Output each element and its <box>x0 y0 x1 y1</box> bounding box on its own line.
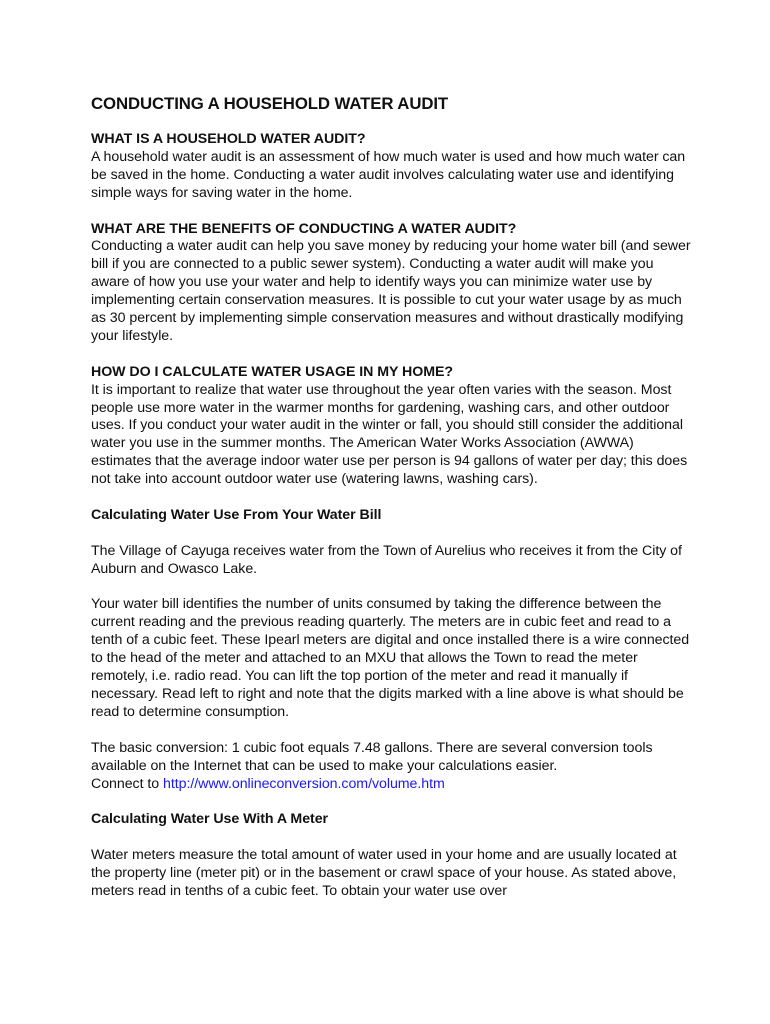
connect-line <box>91 776 691 794</box>
section-what-is-audit <box>91 131 691 203</box>
conversion-paragraph: The basic conversion: 1 cubic foot equals 7.48 gallons. There are several conversion tools available on the Internet that can be used to make your calculations easier. <box>91 739 653 774</box>
document-title: CONDUCTING A HOUSEHOLD WATER AUDIT <box>91 94 449 113</box>
meter-heading: Calculating Water Use With A Meter <box>91 811 329 828</box>
meter-paragraph: Water meters measure the total amount of water used in your home and are usually located at the property line (meter pit) or in the basement or crawl space of your house. As stated above, meters read in tenths of a cubic feet. To obtain your water use over <box>91 847 677 899</box>
section-benefits <box>91 221 691 346</box>
section-body: Conducting a water audit can help you save money by reducing your home water bill (and sewer bill if you are connected to a public sewer system). Conducting a water audit will make you aware of how you use your water and help to identify ways you can minimize water use by implementing certain conservation measures. It is possible to cut your water usage by as much as 30 percent by implementing simple conservation measures and without drastically modifying your lifestyle. <box>91 238 691 344</box>
section-heading: WHAT IS A HOUSEHOLD WATER AUDIT? <box>91 131 366 147</box>
conversion-link[interactable]: http://www.onlineconversion.com/volume.htm <box>163 775 445 792</box>
section-heading: HOW DO I CALCULATE WATER USAGE IN MY HOME? <box>91 363 454 380</box>
document-body <box>91 94 691 901</box>
water-bill-heading: Calculating Water Use From Your Water Bill <box>91 506 382 523</box>
section-calculate-usage <box>91 364 691 489</box>
section-body: It is important to realize that water use throughout the year often varies with the season. Most people use more water in the warmer months for gardening, washing cars, and other outdoor uses. If you conduct your water audit in the winter or fall, you should still consider the additional water you use in the summer months. The American Water Works Association (AWWA) estimates that the average indoor water use per person is 94 gallons of water per day; this does not take into account outdoor water use (watering lawns, washing cars). <box>91 381 688 488</box>
section-heading: WHAT ARE THE BENEFITS OF CONDUCTING A WATER AUDIT? <box>91 220 517 237</box>
section-body: A household water audit is an assessment of how much water is used and how much water can be saved in the home. Conducting a water audit involves calculating water use and identifying simple ways for saving water in the home. <box>91 148 686 201</box>
water-bill-paragraph: The Village of Cayuga receives water from the Town of Aurelius who receives it from the City of Auburn and Owasco Lake. <box>91 542 682 577</box>
water-bill-paragraph: Your water bill identifies the number of units consumed by taking the difference between the current reading and the previous reading quarterly. The meters are in cubic feet and read to a tenth of a cubic feet. These Ipearl meters are digital and once installed there is a wire connected to the head of the meter and attached to an MXU that allows the Town to read the meter remotely, i.e. radio read. You can lift the top portion of the meter and read it manually if necessary. Read left to right and note that the digits marked with a line above is what should be read to determine consumption. <box>91 596 690 720</box>
connect-prefix: Connect to <box>91 775 164 792</box>
